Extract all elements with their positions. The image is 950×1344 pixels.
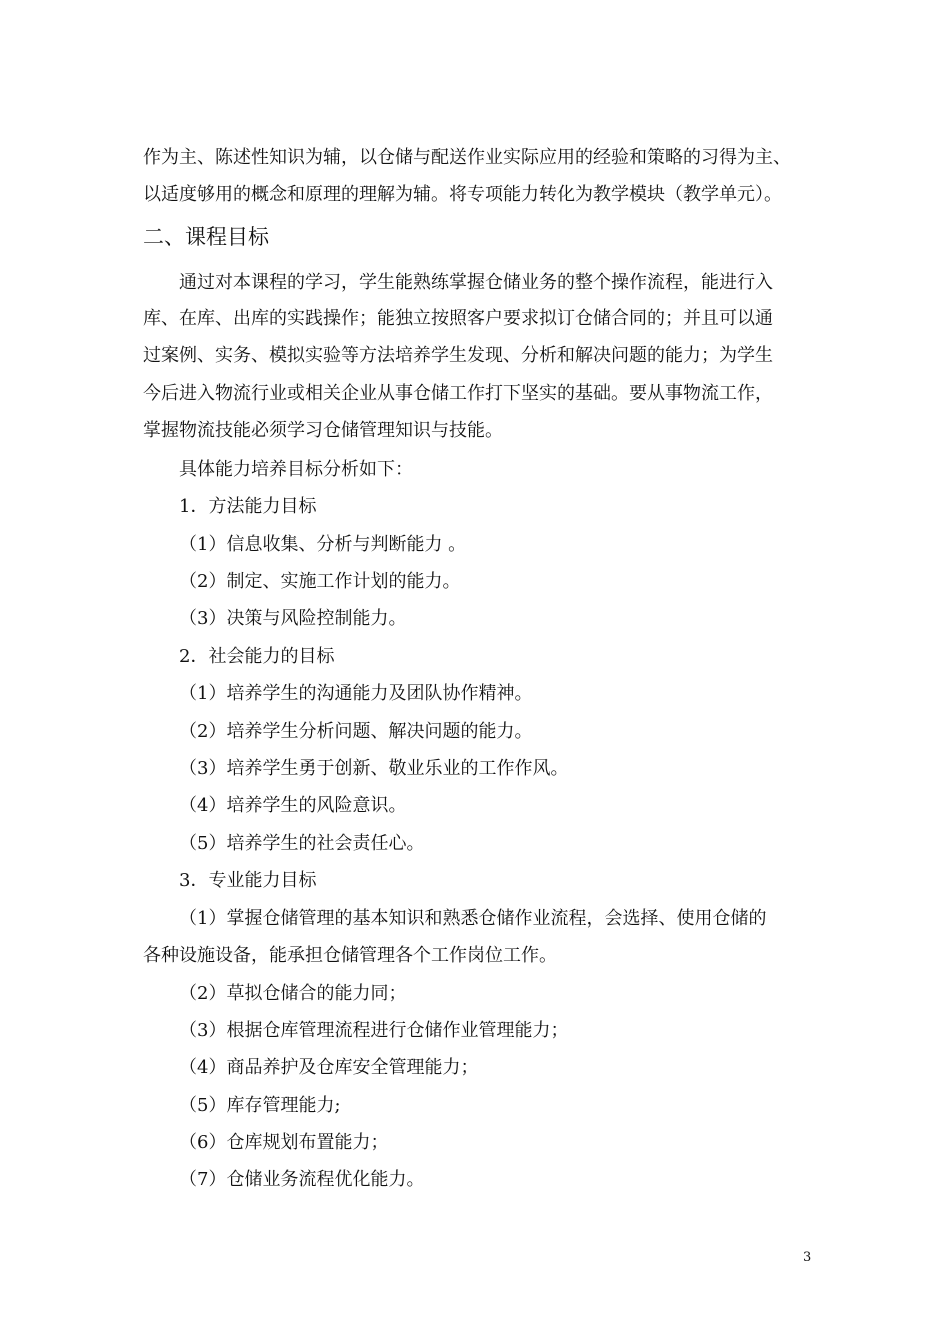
goal-3-item-7: （7）仓储业务流程优化能力。 [179,1169,425,1190]
goal-2-item-1: （1）培养学生的沟通能力及团队协作精神。 [179,683,533,704]
goal-3-title: 3．专业能力目标 [179,870,317,891]
goal-2-item-2: （2）培养学生分析问题、解决问题的能力。 [179,721,533,742]
goal-2-item-4: （4）培养学生的风险意识。 [179,795,407,816]
goal-3-item-6: （6）仓库规划布置能力； [179,1132,389,1153]
goal-2-item-5: （5）培养学生的社会责任心。 [179,833,425,854]
paragraph-line-5: 掌握物流技能必须学习仓储管理知识与技能。 [143,420,503,441]
goal-3-item-3: （3）根据仓库管理流程进行仓储作业管理能力； [179,1020,569,1041]
goal-1-item-3: （3）决策与风险控制能力。 [179,608,407,629]
goal-3-item-1-line-2: 各种设施设备，能承担仓储管理各个工作岗位工作。 [143,945,557,966]
goal-3-item-4: （4）商品养护及仓库安全管理能力； [179,1057,479,1078]
goal-2-item-3: （3）培养学生勇于创新、敬业乐业的工作作风。 [179,758,569,779]
paragraph-line-2: 库、在库、出库的实践操作；能独立按照客户要求拟订仓储合同的；并且可以通 [143,308,773,329]
page-number: 3 [803,1250,812,1265]
analysis-intro: 具体能力培养目标分析如下： [179,459,413,480]
goal-3-item-5: （5）库存管理能力; [179,1095,341,1116]
goal-3-item-1-line-1: （1）掌握仓储管理的基本知识和熟悉仓储作业流程，会选择、使用仓储的 [179,908,767,929]
goal-1-title: 1．方法能力目标 [179,496,317,517]
goal-3-item-2: （2）草拟仓储合的能力同； [179,983,407,1004]
intro-line-1: 作为主、陈述性知识为辅，以仓储与配送作业实际应用的经验和策略的习得为主、 [143,147,791,168]
paragraph-line-1: 通过对本课程的学习，学生能熟练掌握仓储业务的整个操作流程，能进行入 [179,272,773,293]
paragraph-line-4: 今后进入物流行业或相关企业从事仓储工作打下坚实的基础。要从事物流工作， [143,383,773,404]
goal-1-item-1: （1）信息收集、分析与判断能力 。 [179,534,467,555]
intro-line-2: 以适度够用的概念和原理的理解为辅。将专项能力转化为教学模块（教学单元）。 [143,184,782,205]
goal-2-title: 2．社会能力的目标 [179,646,335,667]
goal-1-item-2: （2）制定、实施工作计划的能力。 [179,571,461,592]
section-heading: 二、课程目标 [143,225,269,249]
paragraph-line-3: 过案例、实务、模拟实验等方法培养学生发现、分析和解决问题的能力；为学生 [143,345,773,366]
